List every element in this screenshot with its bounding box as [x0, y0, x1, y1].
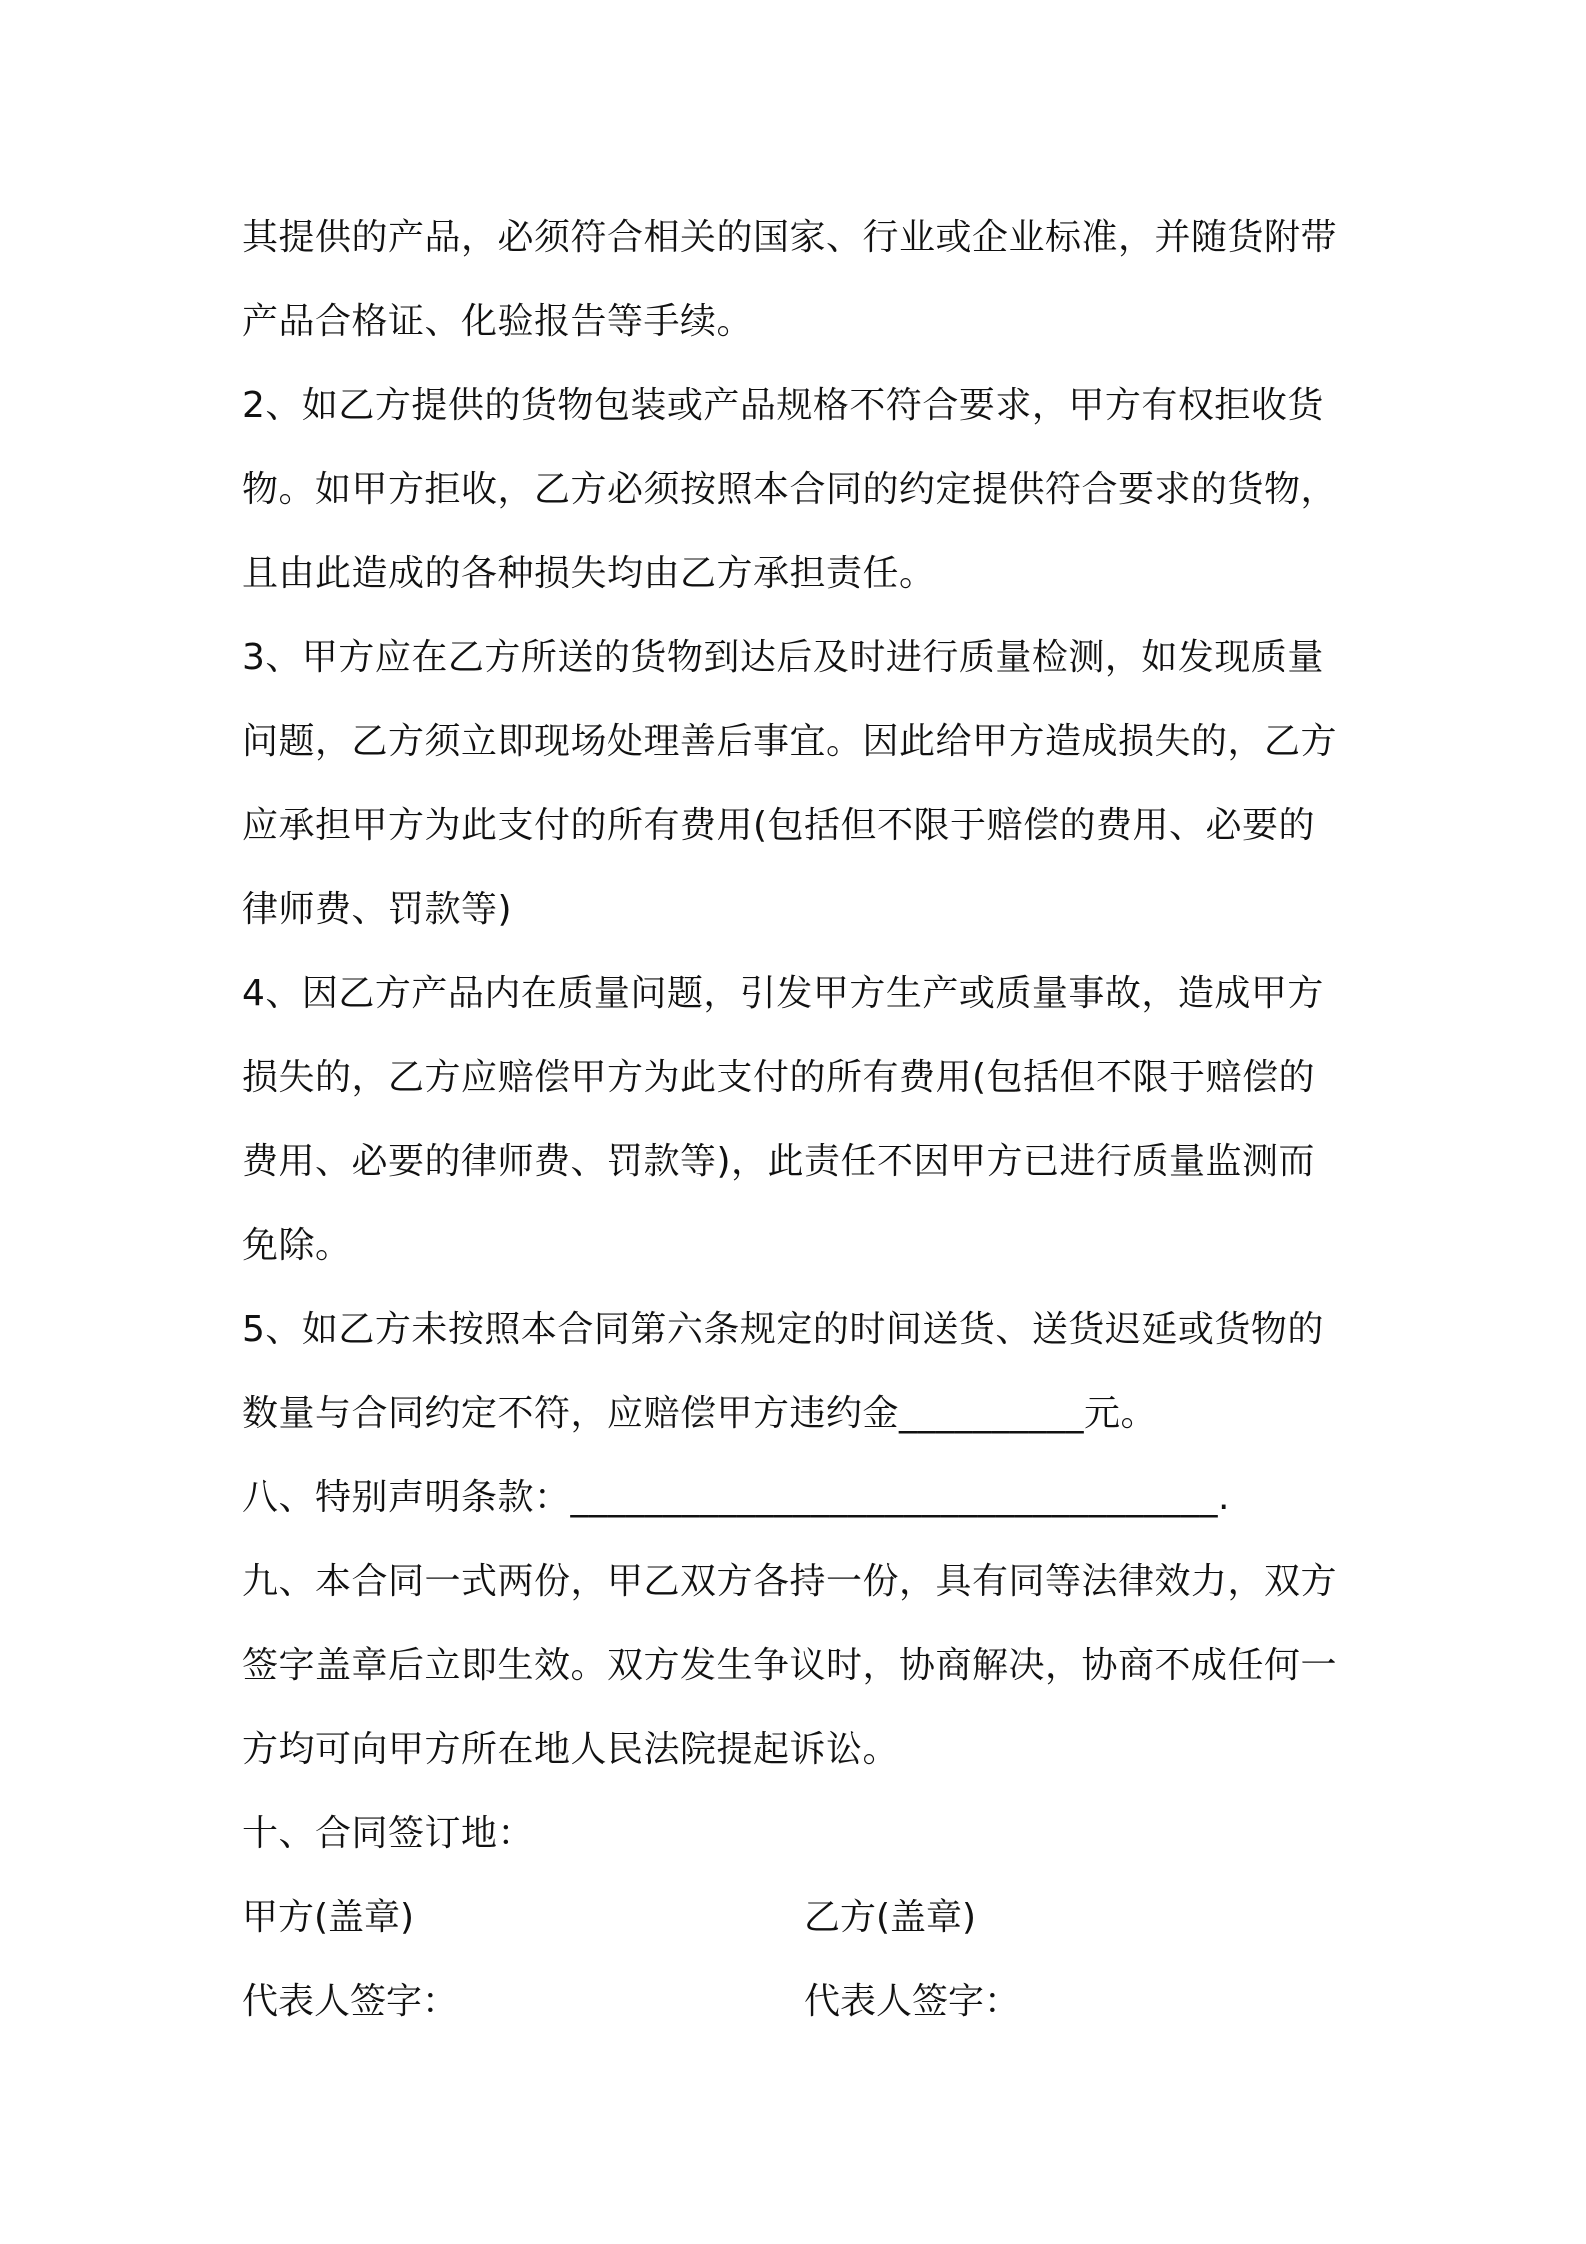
text-line: 物。如甲方拒收，乙方必须按照本合同的约定提供符合要求的货物，: [242, 469, 1338, 510]
text-line: 数量与合同约定不符，应赔偿甲方违约金__________元。: [242, 1393, 1158, 1434]
text-line: 且由此造成的各种损失均由乙方承担责任。: [242, 553, 936, 594]
contract-page: [242, 196, 1357, 2044]
party-a-seal-label: 甲方(盖章): [242, 1897, 415, 1938]
text-line: 问题，乙方须立即现场处理善后事宜。因此给甲方造成损失的，乙方: [242, 721, 1338, 762]
seal-row: [242, 1876, 1357, 1960]
section-9-line: 九、本合同一式两份，甲乙双方各持一份，具有同等法律效力，双方: [242, 1561, 1338, 1602]
clause-5-line: 5、如乙方未按照本合同第六条规定的时间送货、送货迟延或货物的: [242, 1309, 1324, 1350]
party-b-rep-label: 代表人签字：: [804, 1981, 1021, 2022]
text-line: 应承担甲方为此支付的所有费用(包括但不限于赔偿的费用、必要的: [242, 805, 1316, 846]
text-line: 产品合格证、化验报告等手续。: [242, 301, 754, 342]
party-b-seal-label: 乙方(盖章): [804, 1897, 977, 1938]
clause-4-line: 4、因乙方产品内在质量问题，引发甲方生产或质量事故，造成甲方: [242, 973, 1324, 1014]
representative-row: [242, 1960, 1357, 2044]
section-8-line: 八、特别声明条款：___________________________________.: [242, 1477, 1230, 1518]
party-a-rep-label: 代表人签字：: [242, 1981, 459, 2022]
section-10-line: 十、合同签订地：: [242, 1813, 535, 1854]
text-line: 损失的，乙方应赔偿甲方为此支付的所有费用(包括但不限于赔偿的: [242, 1057, 1316, 1098]
text-line: 免除。: [242, 1225, 352, 1266]
text-line: 律师费、罚款等): [242, 889, 513, 930]
text-line: 签字盖章后立即生效。双方发生争议时，协商解决，协商不成任何一: [242, 1645, 1338, 1686]
text-line: 方均可向甲方所在地人民法院提起诉讼。: [242, 1729, 900, 1770]
clause-3-line: 3、甲方应在乙方所送的货物到达后及时进行质量检测，如发现质量: [242, 637, 1324, 678]
text-line: 其提供的产品，必须符合相关的国家、行业或企业标准，并随货附带: [242, 217, 1338, 258]
text-line: 费用、必要的律师费、罚款等)，此责任不因甲方已进行质量监测而: [242, 1141, 1316, 1182]
clause-2-line: 2、如乙方提供的货物包装或产品规格不符合要求，甲方有权拒收货: [242, 385, 1324, 426]
